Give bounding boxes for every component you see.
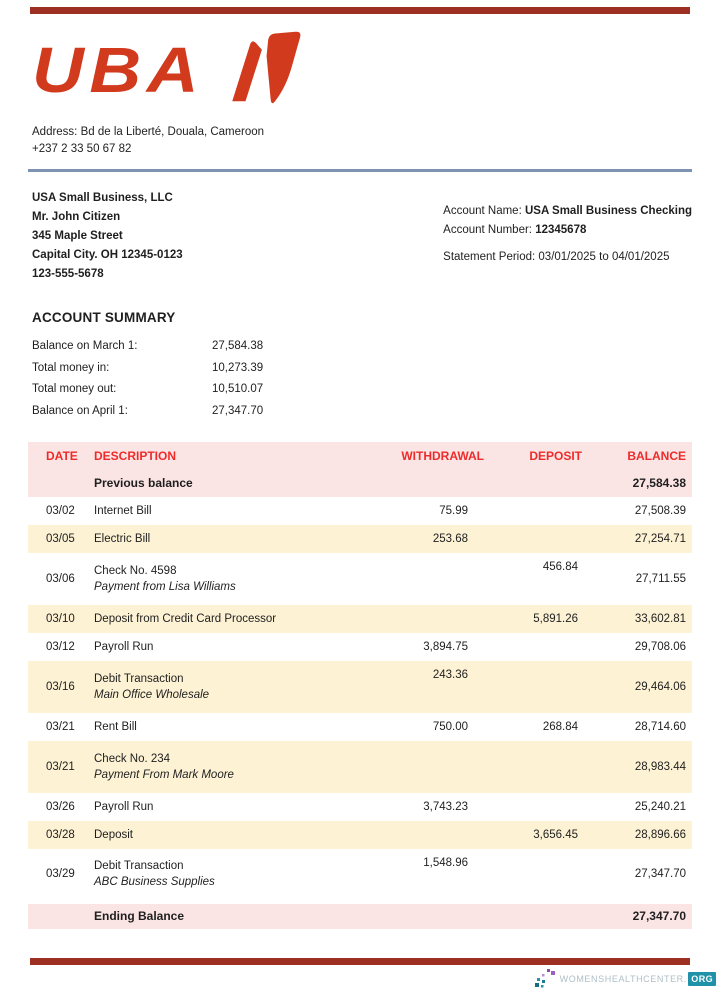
transaction-title: Internet Bill <box>94 505 152 517</box>
summary-row: Total money in: 10,273.39 <box>32 361 264 374</box>
transaction-title: Payroll Run <box>94 641 154 653</box>
transaction-deposit <box>484 633 584 661</box>
transaction-row <box>28 821 692 849</box>
transaction-deposit <box>484 793 584 821</box>
customer-name: USA Small Business, LLC <box>32 192 173 204</box>
transaction-deposit: 456.84 <box>542 561 578 573</box>
transaction-title: Payroll Run <box>94 801 154 813</box>
account-name-line: Account Name: USA Small Business Checking <box>443 205 692 217</box>
transaction-withdrawal: 750.00 <box>432 721 468 733</box>
transaction-balance: 28,714.60 <box>634 721 686 733</box>
transaction-title: Debit Transaction <box>94 673 184 685</box>
transaction-row <box>28 633 692 661</box>
column-header-deposit: DEPOSIT <box>529 448 582 463</box>
watermark-text: WOMENSHEALTHCENTER <box>559 974 684 984</box>
transaction-deposit <box>484 849 584 901</box>
transaction-withdrawal: 1,548.96 <box>423 857 468 869</box>
transaction-deposit <box>484 497 584 525</box>
transactions-body <box>28 497 692 901</box>
transaction-deposit <box>484 525 584 553</box>
transaction-date: 03/26 <box>46 801 75 813</box>
summary-row: Balance on April 1: 27,347.70 <box>32 404 264 417</box>
transaction-withdrawal <box>354 605 484 633</box>
customer-block <box>28 189 183 284</box>
bank-logo <box>28 30 692 110</box>
transaction-description <box>94 605 354 633</box>
uba-emblem-icon <box>224 31 306 109</box>
transaction-description <box>94 497 354 525</box>
bottom-accent-bar <box>30 958 690 965</box>
transaction-subtitle: Payment from Lisa Williams <box>94 581 236 593</box>
transaction-balance: 25,240.21 <box>634 801 686 813</box>
transaction-date: 03/10 <box>46 613 75 625</box>
transaction-title: Check No. 234 <box>94 753 171 765</box>
transaction-row <box>28 661 692 713</box>
account-summary-title: ACCOUNT SUMMARY <box>32 310 176 325</box>
ending-balance-row <box>28 901 692 929</box>
previous-balance-label: Previous balance <box>94 476 193 490</box>
transaction-withdrawal <box>354 821 484 849</box>
transaction-withdrawal: 3,743.23 <box>423 801 468 813</box>
top-accent-bar <box>30 7 690 14</box>
transaction-balance: 27,508.39 <box>634 505 686 517</box>
account-summary-rows <box>28 336 692 422</box>
transaction-balance: 27,254.71 <box>634 533 686 545</box>
transaction-date: 03/28 <box>46 829 75 841</box>
ending-balance-label: Ending Balance <box>94 909 185 924</box>
transaction-balance: 28,983.44 <box>634 761 686 773</box>
transaction-balance: 27,347.70 <box>634 867 686 880</box>
transaction-deposit: 3,656.45 <box>533 829 578 841</box>
transaction-subtitle: Payment From Mark Moore <box>94 769 234 781</box>
table-header-row <box>28 442 692 469</box>
transaction-balance: 28,896.66 <box>634 829 686 841</box>
transaction-withdrawal: 75.99 <box>439 505 468 517</box>
bank-address-line: Address: Bd de la Liberté, Douala, Cameroon <box>32 126 265 138</box>
transaction-subtitle: Main Office Wholesale <box>94 689 210 701</box>
previous-balance-row <box>28 469 692 497</box>
transactions-table <box>28 442 692 929</box>
transaction-row <box>28 793 692 821</box>
transaction-description <box>94 821 354 849</box>
transaction-row <box>28 849 692 901</box>
transaction-title: Check No. 4598 <box>94 565 177 577</box>
transaction-withdrawal: 253.68 <box>432 533 468 545</box>
previous-balance-value: 27,584.38 <box>632 476 686 490</box>
watermark: WOMENSHEALTHCENTER . ORG <box>534 967 716 991</box>
header-divider <box>28 169 692 172</box>
transaction-description <box>94 849 354 901</box>
transaction-balance: 33,602.81 <box>634 613 686 625</box>
column-header-withdrawal: WITHDRAWAL <box>401 448 484 463</box>
account-name-value: USA Small Business Checking <box>524 205 692 217</box>
transaction-deposit <box>484 661 584 713</box>
bank-logo-text: UBA <box>32 34 205 106</box>
ending-balance-value: 27,347.70 <box>632 909 686 924</box>
transaction-withdrawal <box>354 741 484 793</box>
statement-period-line: Statement Period: 03/01/2025 to 04/01/2025 <box>443 251 670 263</box>
transaction-date: 03/21 <box>46 761 75 773</box>
account-number-line: Account Number: 12345678 <box>443 224 587 236</box>
summary-row: Balance on March 1: 27,584.38 <box>32 340 264 352</box>
column-header-balance: BALANCE <box>627 448 686 463</box>
transaction-description <box>94 525 354 553</box>
transaction-title: Deposit <box>94 829 133 841</box>
customer-phone: 123-555-5678 <box>32 268 104 280</box>
transaction-description <box>94 661 354 713</box>
account-number-value: 12345678 <box>535 224 587 236</box>
transaction-row <box>28 741 692 793</box>
transaction-description <box>94 713 354 741</box>
watermark-dots-icon <box>534 967 558 991</box>
transaction-row <box>28 713 692 741</box>
transaction-subtitle: ABC Business Supplies <box>94 875 215 888</box>
transaction-row <box>28 553 692 605</box>
transaction-date: 03/12 <box>46 641 75 653</box>
transaction-deposit: 5,891.26 <box>533 613 578 625</box>
column-header-date: DATE <box>46 448 78 463</box>
transaction-date: 03/29 <box>46 867 75 880</box>
transaction-withdrawal <box>354 553 484 605</box>
transaction-description <box>94 633 354 661</box>
transaction-row <box>28 525 692 553</box>
transaction-date: 03/02 <box>46 505 75 517</box>
transaction-description <box>94 793 354 821</box>
transaction-description <box>94 741 354 793</box>
transaction-date: 03/16 <box>46 681 75 693</box>
summary-row: Total money out: 10,510.07 <box>32 383 264 395</box>
transaction-date: 03/05 <box>46 533 75 545</box>
transaction-balance: 29,464.06 <box>634 681 686 693</box>
transaction-deposit <box>484 741 584 793</box>
transaction-deposit: 268.84 <box>542 721 578 733</box>
transaction-withdrawal: 243.36 <box>432 669 468 681</box>
transaction-title: Debit Transaction <box>94 859 184 872</box>
column-header-description: DESCRIPTION <box>94 448 177 463</box>
transaction-date: 03/21 <box>46 721 75 733</box>
transaction-row <box>28 497 692 525</box>
transaction-title: Electric Bill <box>94 533 151 545</box>
transaction-withdrawal: 3,894.75 <box>423 641 468 653</box>
customer-street: 345 Maple Street <box>32 230 123 242</box>
bank-phone-line: +237 2 33 50 67 82 <box>32 143 132 155</box>
bank-address-block <box>28 124 692 158</box>
customer-contact: Mr. John Citizen <box>32 211 121 223</box>
account-info-block <box>443 189 692 284</box>
transaction-date: 03/06 <box>46 573 75 585</box>
transaction-row <box>28 605 692 633</box>
transaction-title: Deposit from Credit Card Processor <box>94 613 277 625</box>
transaction-balance: 29,708.06 <box>634 641 686 653</box>
customer-city: Capital City. OH 12345-0123 <box>32 249 183 261</box>
watermark-org-badge: ORG <box>688 972 716 986</box>
transaction-title: Rent Bill <box>94 721 137 733</box>
transaction-description <box>94 553 354 605</box>
transaction-balance: 27,711.55 <box>635 573 686 585</box>
